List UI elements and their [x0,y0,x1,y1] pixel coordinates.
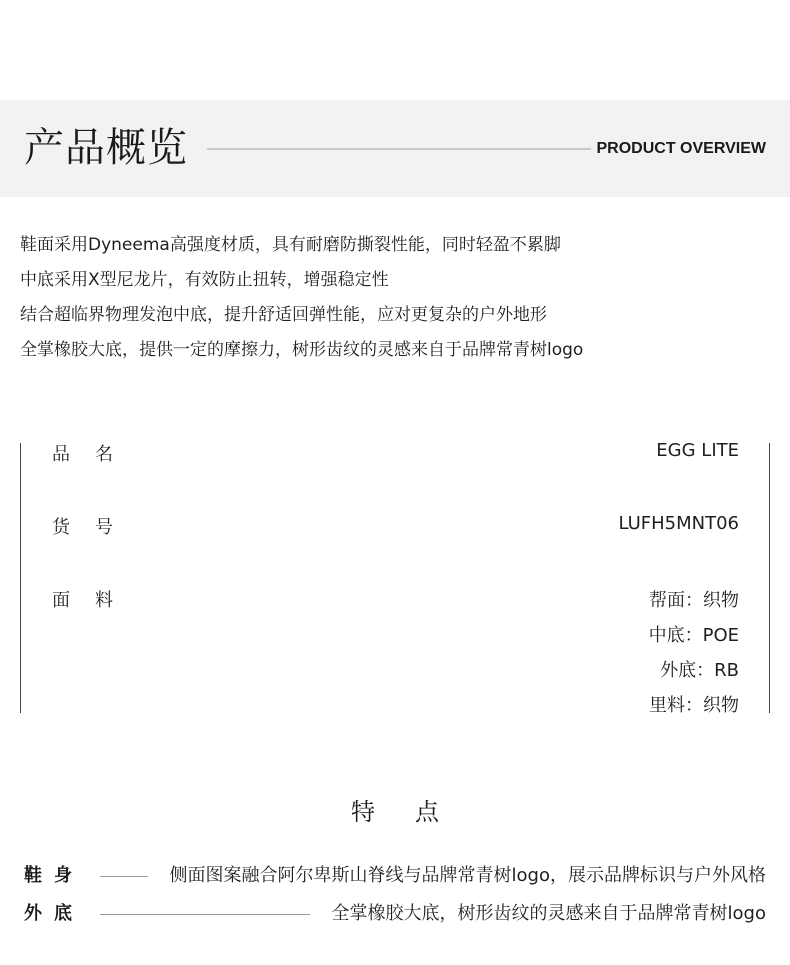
overview-divider [207,148,591,150]
feature-divider [100,914,310,915]
overview-subtitle: PRODUCT OVERVIEW [596,140,766,157]
spec-material-lining: 里料：织物 [649,695,739,716]
spec-material-midsole: 中底：POE [648,625,739,646]
spec-sku-label: 货号 [52,517,138,538]
spec-material-outsole: 外底：RB [660,660,739,681]
overview-banner [0,100,790,197]
feature-label: 外底 [24,903,84,924]
description-line: 鞋面采用Dyneema高强度材质，具有耐磨防撕裂性能，同时轻盈不累脚 [20,235,561,255]
spec-material-label: 面料 [52,590,138,611]
feature-row-outsole [24,902,766,926]
feature-divider [100,876,148,877]
description-line: 全掌橡胶大底，提供一定的摩擦力，树形齿纹的灵感来自于品牌常青树logo [20,340,584,360]
spec-name-value: EGG LITE [656,440,739,461]
feature-label: 鞋身 [24,865,84,886]
spec-table [20,440,770,716]
description-line: 中底采用X型尼龙片，有效防止扭转，增强稳定性 [20,270,389,290]
feature-text: 全掌橡胶大底，树形齿纹的灵感来自于品牌常青树logo [331,903,766,924]
product-description [20,228,770,368]
spec-name-label: 品名 [52,444,138,465]
overview-title: 产品概览 [24,125,188,171]
features-title: 特点 [351,798,479,826]
feature-text: 侧面图案融合阿尔卑斯山脊线与品牌常青树logo，展示品牌标识与户外风格 [169,865,766,886]
spec-material-upper: 帮面：织物 [649,590,739,611]
description-line: 结合超临界物理发泡中底，提升舒适回弹性能，应对更复杂的户外地形 [20,305,547,325]
feature-row-upper [24,864,766,888]
spec-sku-value: LUFH5MNT06 [618,513,739,534]
